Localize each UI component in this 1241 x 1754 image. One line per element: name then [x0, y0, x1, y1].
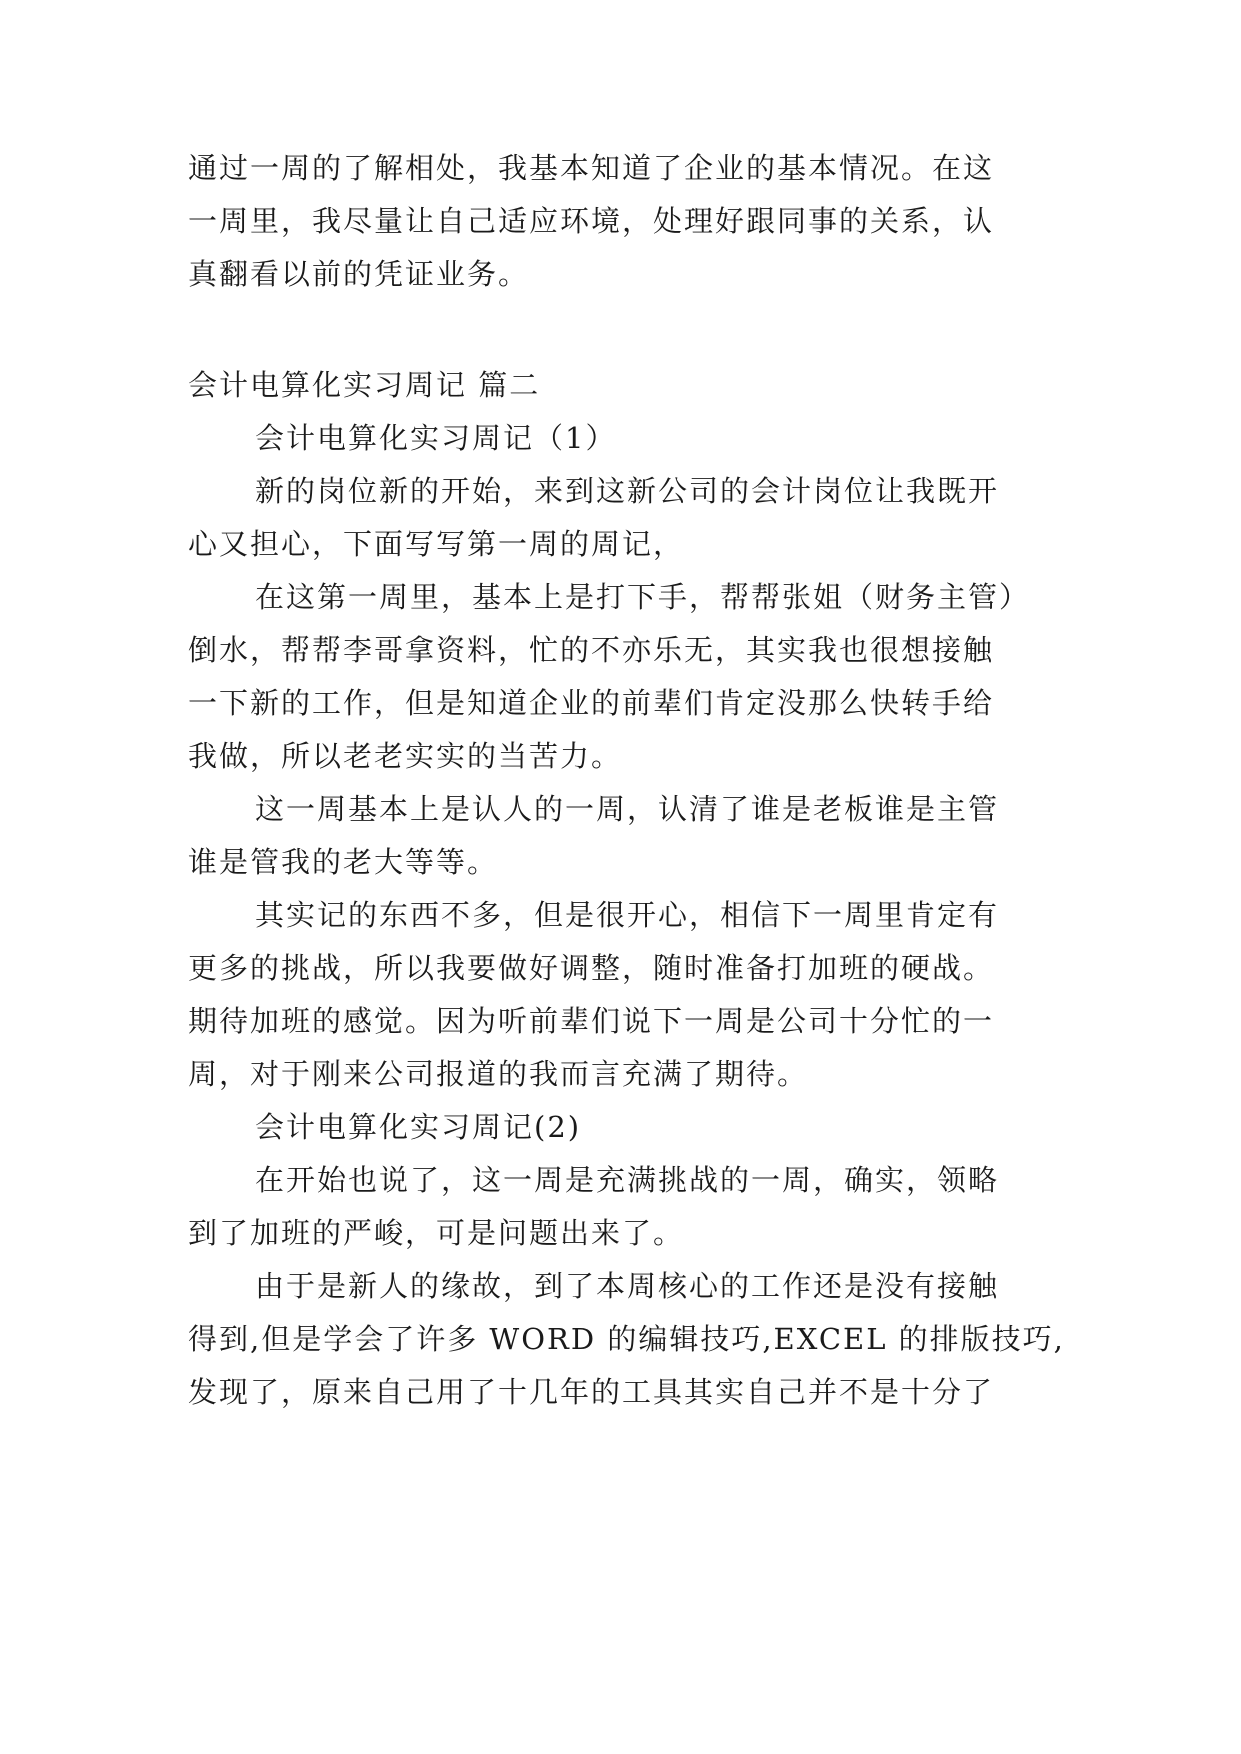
paragraph-line: 一周里，我尽量让自己适应环境，处理好跟同事的关系，认: [188, 204, 995, 238]
paragraph-line: 周，对于刚来公司报道的我而言充满了期待。: [188, 1057, 809, 1091]
subsection-heading: 会计电算化实习周记(2): [255, 1110, 582, 1144]
paragraph-line: 一下新的工作，但是知道企业的前辈们肯定没那么快转手给: [188, 686, 995, 720]
paragraph-line: 真翻看以前的凭证业务。: [188, 257, 530, 291]
paragraph-line: 新的岗位新的开始，来到这新公司的会计岗位让我既开: [255, 474, 1000, 508]
paragraph-line: 由于是新人的缘故，到了本周核心的工作还是没有接触: [255, 1269, 1000, 1303]
paragraph-line: 这一周基本上是认人的一周，认清了谁是老板谁是主管: [255, 792, 1000, 826]
paragraph-line: 得到,但是学会了许多 WORD 的编辑技巧,EXCEL 的排版技巧,: [188, 1322, 1065, 1356]
subsection-heading: 会计电算化实习周记（1）: [255, 421, 617, 455]
paragraph-line: 期待加班的感觉。因为听前辈们说下一周是公司十分忙的一: [188, 1004, 995, 1038]
paragraph-line: 发现了，原来自己用了十几年的工具其实自己并不是十分了: [188, 1375, 995, 1409]
paragraph-line: 更多的挑战，所以我要做好调整，随时准备打加班的硬战。: [188, 951, 995, 985]
paragraph-line: 通过一周的了解相处，我基本知道了企业的基本情况。在这: [188, 151, 995, 185]
section-heading: 会计电算化实习周记 篇二: [188, 368, 541, 402]
paragraph-line: 心又担心，下面写写第一周的周记，: [188, 527, 685, 561]
paragraph-line: 倒水，帮帮李哥拿资料，忙的不亦乐无，其实我也很想接触: [188, 633, 995, 667]
paragraph-line: 我做，所以老老实实的当苦力。: [188, 739, 623, 773]
paragraph-line: 在这第一周里，基本上是打下手，帮帮张姐（财务主管）: [255, 580, 1031, 614]
paragraph-line: 在开始也说了，这一周是充满挑战的一周，确实，领略: [255, 1163, 1000, 1197]
paragraph-line: 其实记的东西不多，但是很开心，相信下一周里肯定有: [255, 898, 1000, 932]
paragraph-line: 到了加班的严峻，可是问题出来了。: [188, 1216, 685, 1250]
paragraph-line: 谁是管我的老大等等。: [188, 845, 499, 879]
